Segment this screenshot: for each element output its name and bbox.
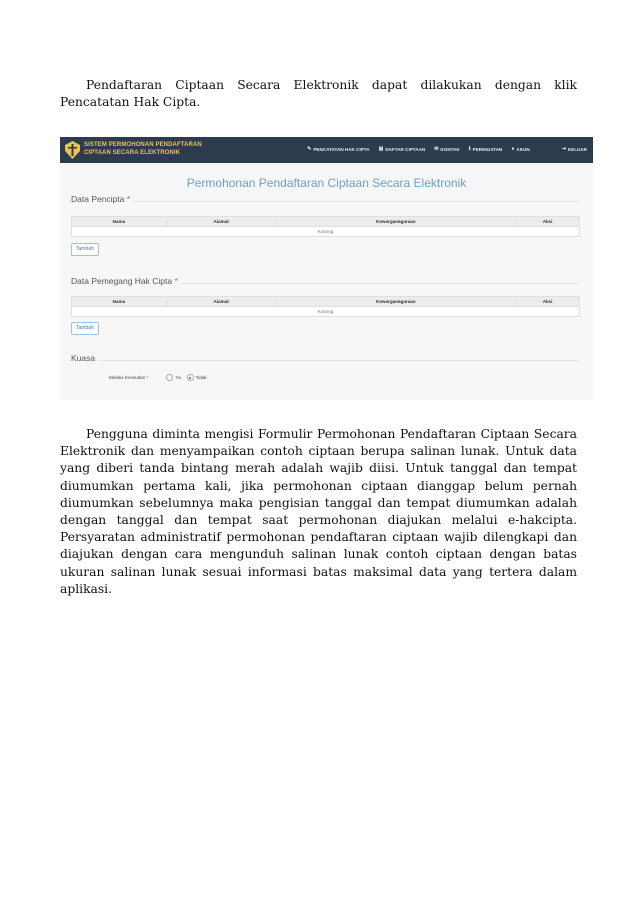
column-header: Nama [72, 297, 167, 307]
nav-item-peringatan[interactable] [469, 146, 503, 152]
radio-circle-selected[interactable] [187, 374, 194, 381]
nav-label: AKUN [516, 146, 530, 152]
body-text: Pengguna diminta mengisi Formulir Permohonan Pendaftaran Ciptaan Secara Elektronik dan menyampaikan contoh ciptaan berupa salinan lunak. Untuk data yang diberi tanda bintang merah adalah wajib diisi. Untuk tanggal dan tempat diumumkan pertama kali, jika permohonan ciptaan dianggap belum pernah diumumkan sebelumnya maka pengisian tanggal dan tempat diumumkan adalah dengan tanggal dan tempat saat permohonan diajukan melalui e-hakcipta. Persyaratan administratif permohonan pendaftaran ciptaan wajib dilengkapi dan diajukan dengan cara mengunduh salinan lunak contoh ciptaan dengan batas ukuran salinan lunak sesuai informasi batas maksimal data yang tertera dalam aplikasi. [60, 427, 577, 596]
body-paragraph [60, 426, 577, 598]
table-header-row [72, 217, 580, 227]
field-label-text: Melalui Konsultan [109, 375, 146, 380]
column-header: Aksi [516, 297, 580, 307]
required-mark: * [126, 194, 131, 204]
nav-label: PERINGATAN [472, 146, 503, 152]
ministry-logo-icon [65, 141, 80, 159]
app-screenshot [60, 137, 593, 400]
empty-cell: Kosong [72, 227, 580, 237]
table-row [72, 307, 580, 317]
table-row [72, 227, 580, 237]
pencil-icon: ✎ [307, 146, 312, 152]
nav-item-daftar[interactable] [379, 146, 426, 152]
legend-pencipta-label: Data Pencipta [71, 194, 125, 204]
nav-item-kontak[interactable] [434, 146, 460, 152]
empty-cell: Kosong [72, 307, 580, 317]
nav-label: KONTAK [440, 146, 460, 152]
radio-label: Tidak [195, 375, 207, 380]
column-header: Kewarganegaraan [276, 297, 516, 307]
kuasa-field [109, 374, 207, 381]
brand-line-1: SISTEM PERMOHONAN PENDAFTARAN [84, 142, 202, 148]
top-navbar [60, 137, 593, 163]
radio-ya[interactable] [166, 374, 180, 381]
intro-text: Pendaftaran Ciptaan Secara Elektronik dapat dilakukan dengan klik Pencatatan Hak Cipta. [60, 78, 577, 110]
brand-line-2: CIPTAAN SECARA ELEKTRONIK [84, 150, 181, 156]
table-header-row [72, 297, 580, 307]
column-header: Alamat [166, 217, 276, 227]
logout-button[interactable] [562, 146, 587, 152]
field-label [109, 375, 148, 380]
legend-kuasa: Kuasa [71, 353, 98, 363]
nav-item-pencatatan[interactable] [307, 146, 369, 152]
column-header: Aksi [516, 217, 580, 227]
pencipta-table [71, 216, 580, 237]
intro-paragraph [60, 77, 577, 111]
logout-icon: ⇥ [561, 146, 566, 152]
logout-label: KELUAR [567, 146, 587, 152]
page-title: Permohonan Pendaftaran Ciptaan Secara Elektronik [186, 176, 467, 190]
fieldset-divider [69, 201, 579, 202]
nav-label: PENCATATAN HAK CIPTA [313, 146, 370, 152]
fieldset-divider [69, 360, 579, 361]
column-header: Kewarganegaraan [276, 217, 516, 227]
add-pemegang-button[interactable]: Tambah [71, 322, 99, 335]
radio-circle[interactable] [166, 374, 173, 381]
column-header: Alamat [166, 297, 276, 307]
pemegang-table [71, 296, 580, 317]
add-pencipta-button[interactable]: Tambah [71, 243, 99, 256]
nav-label: DAFTAR CIPTAAN [385, 146, 426, 152]
user-icon: ● [511, 146, 515, 152]
required-mark: * [146, 375, 149, 380]
column-header: Nama [72, 217, 167, 227]
legend-pemegang-label: Data Pemegang Hak Cipta [71, 276, 173, 286]
required-mark: * [174, 276, 178, 286]
radio-tidak[interactable] [187, 374, 207, 381]
legend-pencipta [71, 194, 133, 204]
radio-label: Ya [175, 375, 181, 380]
app-brand [84, 141, 202, 157]
nav-menu [307, 146, 587, 152]
legend-pemegang [71, 276, 181, 286]
nav-item-akun[interactable] [511, 146, 529, 152]
info-icon: ℹ [468, 146, 471, 152]
document-icon: ▤ [378, 146, 384, 152]
envelope-icon: ✉ [434, 146, 439, 152]
